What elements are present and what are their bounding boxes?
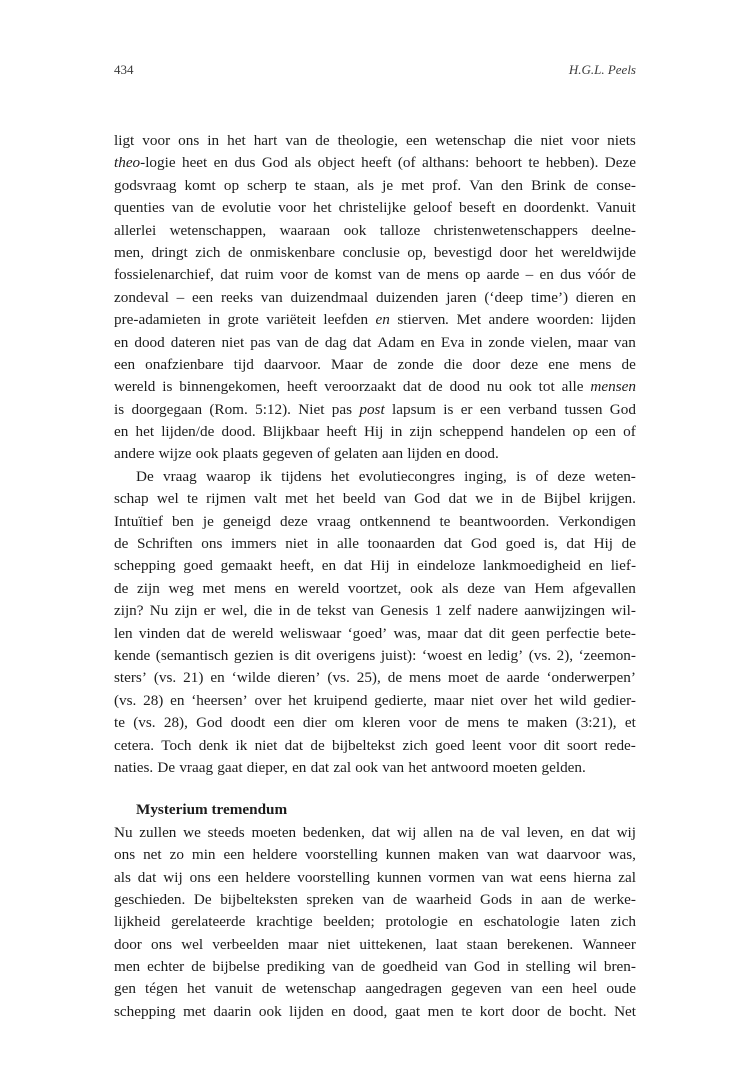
text-line: geschieden. De bijbelteksten spreken van de waarheid Gods in aan de werke- <box>114 890 636 908</box>
text-line: de zijn weg met mens en wereld voortzet, ook als deze van Hem afgevallen <box>114 579 636 597</box>
text-line: Intuïtief ben je geneigd deze vraag ontkennend te beantwoorden. Verkondigen <box>114 512 636 530</box>
paragraph <box>114 466 636 779</box>
text-line: schepping met daarin ook lijden en dood, gaat men te kort door de bocht. Net <box>114 1002 636 1020</box>
text-line: schap wel te rijmen valt met het beeld van God dat we in de Bijbel krijgen. <box>114 490 636 508</box>
text-line: en dood dateren niet pas van de dag dat Adam en Eva in zonde vielen, maar van <box>114 333 636 351</box>
page-header <box>114 62 636 82</box>
paragraph <box>114 130 636 466</box>
text-line: naties. De vraag gaat dieper, en dat zal ook van het antwoord moeten gelden. <box>114 758 586 776</box>
body-text <box>114 130 636 1023</box>
text-line: door ons wel verbeelden maar niet uittekenen, laat staan berekenen. Wanneer <box>114 935 636 953</box>
text-line: godsvraag komt op scherp te staan, als je met prof. Van den Brink de conse- <box>114 176 636 194</box>
text-line: men echter de bijbelse prediking van de goedheid van God in stelling wil bren- <box>114 958 636 976</box>
text-line: De vraag waarop ik tijdens het evolutiecongres inging, is of deze weten- <box>136 467 636 485</box>
text-line: fossielenarchief, dat ruim voor de komst van de mens op aarde – en dus vóór de <box>114 266 636 284</box>
paragraph <box>114 822 636 1024</box>
text-line: te (vs. 28), God doodt een dier om kleren voor de mens te maken (3:21), et <box>114 714 636 732</box>
text-line: len vinden dat de wereld weliswaar ‘goed’ was, maar dat dit geen perfectie bete- <box>114 624 636 642</box>
text-line: cetera. Toch denk ik niet dat de bijbeltekst zich goed leent voor dit soort rede- <box>114 736 636 754</box>
text-line: sters’ (vs. 21) en ‘wilde dieren’ (vs. 25), de mens moet de aarde ‘onderwerpen’ <box>114 669 636 687</box>
text-line: zondeval – een reeks van duizendmaal duizenden jaren (‘deep time’) dieren en <box>114 288 636 306</box>
text-line: theo-logie heet en dus God als object heeft (of althans: behoort te hebben). Deze <box>114 154 636 172</box>
text-line: een onafzienbare tijd daarvoor. Maar de zonde die door deze ene mens de <box>114 355 636 373</box>
text-line: andere wijze ook plaats gegeven of gelaten aan lijden en dood. <box>114 445 499 463</box>
text-line: ons net zo min een heldere voorstelling kunnen maken van wat daarvoor was, <box>114 846 636 864</box>
text-line: lijkheid gerelateerde krachtige beelden; protologie en eschatologie laten zich <box>114 913 636 931</box>
text-line: zijn? Nu zijn er wel, die in de tekst van Genesis 1 zelf nadere aanwijzingen wil- <box>114 602 636 620</box>
text-line: gen tégen het vanuit de wetenschap aangedragen gegeven van een heel oude <box>114 980 636 998</box>
text-line: wereld is binnengekomen, heeft veroorzaakt dat de dood nu ook tot alle mensen <box>114 378 636 396</box>
text-line: schepping goed gemaakt heeft, en dat Hij in eindeloze lankmoedigheid en lief- <box>114 557 636 575</box>
text-line: ligt voor ons in het hart van de theologie, een wetenschap die niet voor niets <box>114 132 636 149</box>
text-line: Nu zullen we steeds moeten bedenken, dat wij allen na de val leven, en dat wij <box>114 823 636 841</box>
section-heading: Mysterium tremendum <box>136 801 288 819</box>
text-line: en het lijden/de dood. Blijkbaar heeft Hij in zijn scheppend handelen op een of <box>114 423 636 441</box>
running-head: H.G.L. Peels <box>568 62 636 77</box>
text-line: (vs. 28) en ‘heersen’ over het kruipend gedierte, maar niet over het wild gedier- <box>114 691 636 709</box>
text-line: pre-adamieten in grote variëteit leefden en stierven. Met andere woorden: lijden <box>114 311 636 329</box>
text-line: allerlei wetenschappen, waaraan ook talloze christenwetenschappers deelne- <box>114 221 636 239</box>
text-line: quenties van de evolutie voor het christelijke geloof beseft en doordenkt. Vanuit <box>114 199 636 217</box>
text-line: kende (semantisch gezien is dit overigens juist): ‘woest en ledig’ (vs. 2), ‘zeemon- <box>114 646 636 664</box>
text-line: de Schriften ons immers niet in alle toonaarden dat God goed is, dat Hij de <box>114 535 636 553</box>
text-line: is doorgegaan (Rom. 5:12). Niet pas post lapsum is er een verband tussen God <box>114 400 636 418</box>
page-number: 434 <box>114 62 134 77</box>
text-line: als dat wij ons een heldere voorstelling kunnen vormen van wat eens hierna zal <box>114 868 636 886</box>
text-line: men, dringt zich de onmiskenbare conclusie op, bevestigd door het wereldwijde <box>114 243 636 261</box>
